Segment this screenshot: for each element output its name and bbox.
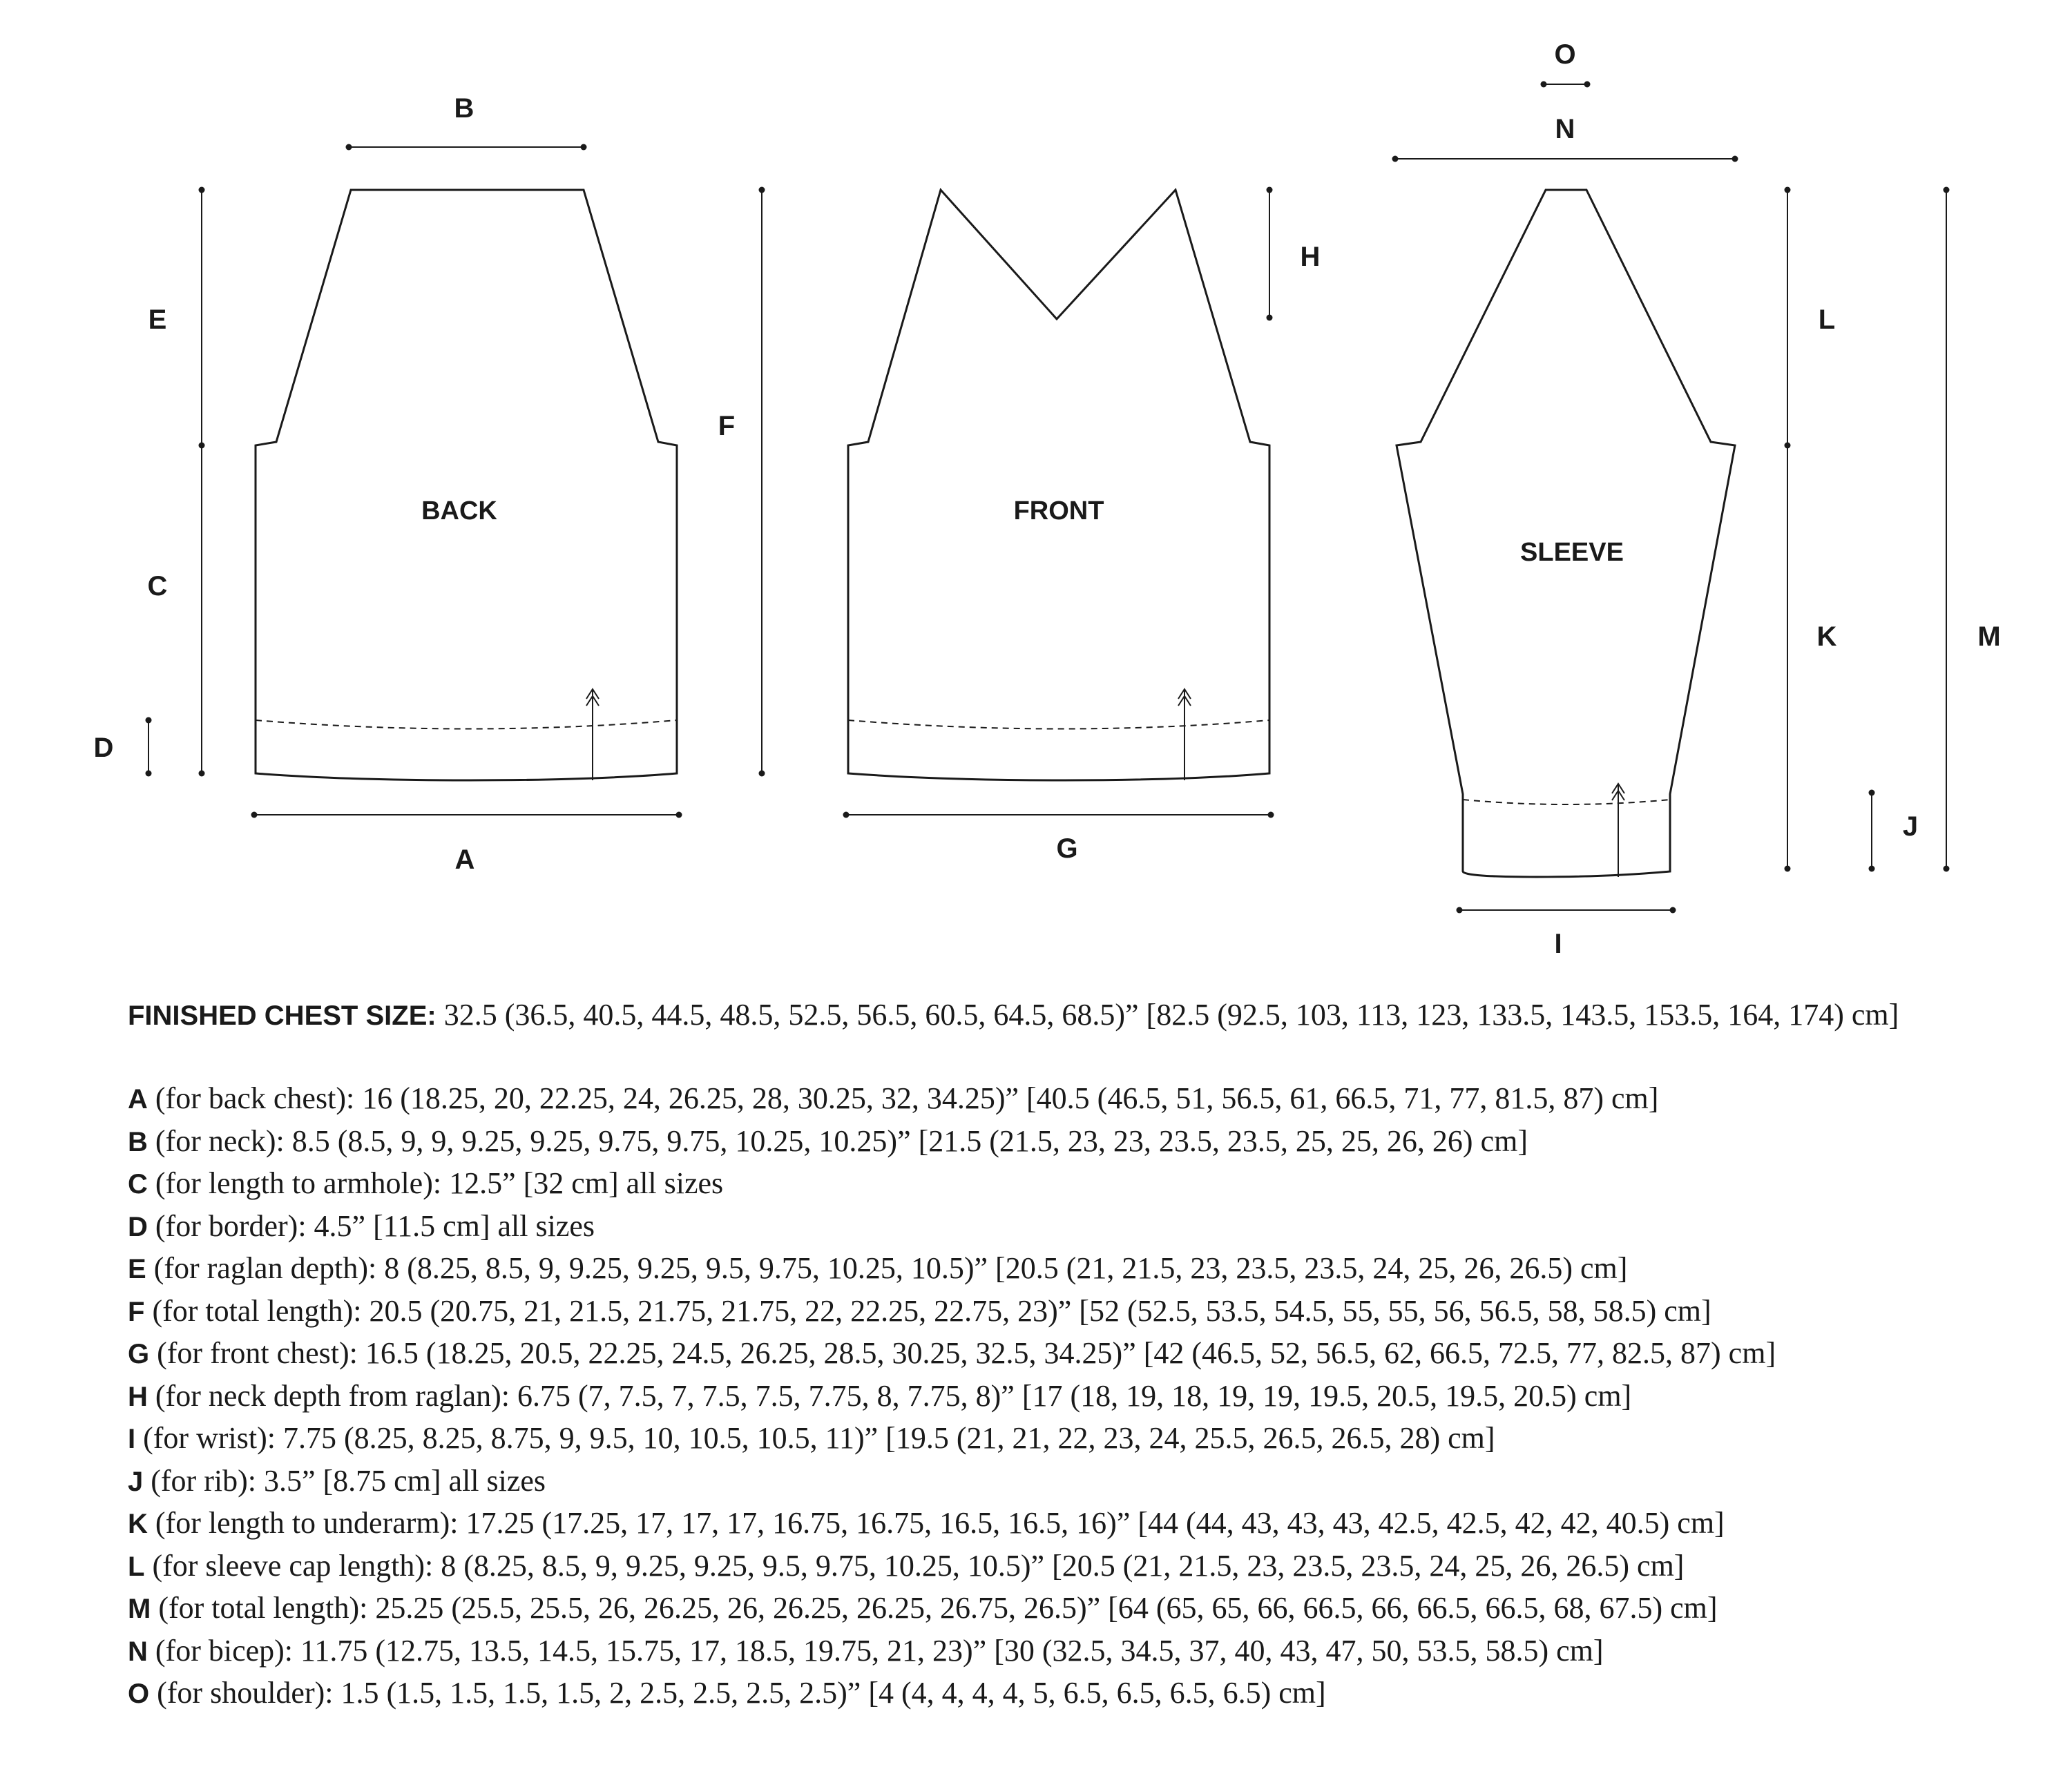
finished-chest-label: FINISHED CHEST SIZE: — [128, 1001, 437, 1031]
dimension-label-o: O — [1554, 39, 1576, 70]
back-outline — [256, 190, 677, 780]
measurement-text: (for back chest): 16 (18.25, 20, 22.25, 24, 26.25, 28, 30.25, 32, 34.25)” [40.5 (46.5, 51, 56.5, 61, 66.5, 71, 77, 81.5, 87) cm] — [155, 1081, 1659, 1115]
dimension-label-n: N — [1555, 114, 1575, 144]
dimension-label-f: F — [718, 411, 736, 441]
measurement-text: (for neck): 8.5 (8.5, 9, 9, 9.25, 9.25, 9.75, 9.75, 10.25, 10.25)” [21.5 (21.5, 23, 23, 23.5, 23.5, 25, 25, 26, 26) cm] — [155, 1123, 1528, 1158]
measurement-key: H — [128, 1381, 148, 1412]
measurement-key: L — [128, 1551, 145, 1582]
measurement-text: (for length to armhole): 12.5” [32 cm] all sizes — [155, 1166, 724, 1200]
measurement-row — [128, 1545, 2062, 1588]
measurement-text: (for length to underarm): 17.25 (17.25, 17, 17, 17, 16.75, 16.75, 16.5, 16.5, 16)” [44 (44, 43, 43, 43, 42.5, 42.5, 42, 42, 40.5) cm] — [155, 1506, 1725, 1540]
dimension-label-h: H — [1300, 242, 1321, 272]
back-piece-label: BACK — [421, 496, 497, 525]
measurement-key: N — [128, 1636, 148, 1667]
measurement-key: F — [128, 1296, 145, 1327]
measurement-text: (for neck depth from raglan): 6.75 (7, 7.5, 7, 7.5, 7.5, 7.75, 8, 7.75, 8)” [17 (18, 19, 18, 19, 19, 19.5, 20.5, 19.5, 20.5) cm] — [155, 1378, 1632, 1413]
measurement-row — [128, 1121, 2062, 1163]
measurement-row — [128, 1460, 2062, 1503]
measurement-row — [128, 1333, 2062, 1375]
measurement-text: (for sleeve cap length): 8 (8.25, 8.5, 9, 9.25, 9.25, 9.5, 9.75, 10.25, 10.5)” [20.5 (21, 21.5, 23, 23.5, 23.5, 24, 25, 26, 26.5) cm] — [152, 1548, 1685, 1583]
measurement-row — [128, 1630, 2062, 1673]
measurement-row — [128, 1587, 2062, 1630]
measurement-text: (for rib): 3.5” [8.75 cm] all sizes — [151, 1463, 546, 1498]
measurement-row — [128, 1375, 2062, 1418]
finished-chest-value: 32.5 (36.5, 40.5, 44.5, 48.5, 52.5, 56.5, 60.5, 64.5, 68.5)” [82.5 (92.5, 103, 113, 123, 133.5, 143.5, 153.5, 164, 174) cm] — [443, 998, 1899, 1032]
dimension-f — [718, 187, 765, 777]
measurement-key: D — [128, 1211, 148, 1242]
measurement-key: B — [128, 1126, 148, 1157]
dimension-label-l: L — [1818, 305, 1836, 335]
sleeve-outline — [1397, 190, 1735, 877]
measurements-legend — [128, 994, 2062, 1715]
dimension-b — [346, 93, 587, 151]
measurement-key: C — [128, 1169, 148, 1199]
measurement-text: (for shoulder): 1.5 (1.5, 1.5, 1.5, 1.5, 2, 2.5, 2.5, 2.5, 2.5)” [4 (4, 4, 4, 4, 5, 6.5, 6.5, 6.5, 6.5) cm] — [157, 1676, 1326, 1710]
dimension-label-g: G — [1056, 833, 1078, 864]
dimension-label-e: E — [148, 305, 167, 335]
measurement-key: M — [128, 1594, 151, 1624]
dimension-label-a: A — [454, 844, 475, 875]
dimension-l-k — [1785, 187, 1837, 872]
measurement-text: (for total length): 25.25 (25.5, 25.5, 26, 26.25, 26, 26.25, 26.25, 26.75, 26.5)” [64 (65, 65, 66, 66.5, 66, 66.5, 66.5, 68, 67.5) cm] — [158, 1591, 1718, 1625]
measurement-text: (for front chest): 16.5 (18.25, 20.5, 22.25, 24.5, 26.25, 28.5, 30.25, 32.5, 34.25)” [42 (46.5, 52, 56.5, 62, 66.5, 72.5, 77, 82.5, 87) cm] — [157, 1336, 1776, 1370]
dimension-d — [94, 717, 152, 777]
dimension-g — [843, 812, 1274, 865]
measurement-text: (for wrist): 7.75 (8.25, 8.25, 8.75, 9, 9.5, 10, 10.5, 10.5, 11)” [19.5 (21, 21, 22, 23, 24, 25.5, 26.5, 26.5, 28) cm] — [143, 1421, 1495, 1455]
dimension-label-j: J — [1902, 811, 1919, 842]
measurement-row — [128, 1291, 2062, 1333]
front-outline — [848, 190, 1269, 780]
measurement-key: A — [128, 1084, 148, 1114]
dimension-label-k: K — [1816, 621, 1837, 652]
measurement-row — [128, 1163, 2062, 1206]
dimension-label-m: M — [1977, 621, 2001, 652]
measurement-row — [128, 1248, 2062, 1291]
measurement-text: (for border): 4.5” [11.5 cm] all sizes — [155, 1208, 595, 1243]
dimension-label-d: D — [93, 733, 114, 763]
measurement-row — [128, 1672, 2062, 1715]
measurement-key: O — [128, 1679, 150, 1709]
measurement-text: (for bicep): 11.75 (12.75, 13.5, 14.5, 15.75, 17, 18.5, 19.75, 21, 23)” [30 (32.5, 34.5, 37, 40, 43, 47, 50, 53.5, 58.5) cm] — [155, 1633, 1604, 1668]
sleeve-rib-line — [1463, 800, 1670, 804]
dimension-i — [1457, 907, 1676, 960]
measurement-row — [128, 1418, 2062, 1460]
back-piece — [256, 190, 677, 780]
measurement-key: J — [128, 1466, 144, 1497]
dimension-label-c: C — [147, 571, 168, 601]
dimension-label-i: I — [1554, 929, 1562, 959]
measurement-row — [128, 1206, 2062, 1248]
back-border-line — [256, 720, 677, 729]
measurement-row — [128, 1503, 2062, 1545]
dimension-m — [1944, 187, 2001, 872]
measurement-row — [128, 1078, 2062, 1121]
dimension-h — [1267, 187, 1321, 321]
finished-chest-size — [128, 994, 2062, 1036]
dimension-a — [251, 812, 682, 876]
measurement-key: K — [128, 1509, 148, 1539]
front-piece-label: FRONT — [1013, 496, 1104, 525]
measurement-key: E — [128, 1254, 146, 1284]
dimension-o — [1541, 39, 1591, 88]
sleeve-piece — [1397, 190, 1735, 877]
measurement-key: I — [128, 1424, 136, 1454]
measurement-text: (for total length): 20.5 (20.75, 21, 21.5, 21.75, 21.75, 22, 22.25, 22.75, 23)” [52 (52.5, 53.5, 54.5, 55, 55, 56, 56.5, 58, 58.5) cm] — [152, 1293, 1711, 1328]
dimension-e-c — [148, 187, 205, 777]
front-piece — [848, 190, 1269, 780]
measurement-text: (for raglan depth): 8 (8.25, 8.5, 9, 9.25, 9.25, 9.5, 9.75, 10.25, 10.5)” [20.5 (21, 21.5, 23, 23.5, 23.5, 24, 25, 26, 26.5) cm] — [153, 1251, 1628, 1285]
sleeve-piece-label: SLEEVE — [1520, 538, 1624, 567]
measurement-key: G — [128, 1339, 150, 1369]
dimension-j — [1869, 790, 1919, 872]
dimension-label-b: B — [454, 93, 474, 124]
dimension-n — [1392, 114, 1738, 162]
front-border-line — [848, 720, 1269, 729]
